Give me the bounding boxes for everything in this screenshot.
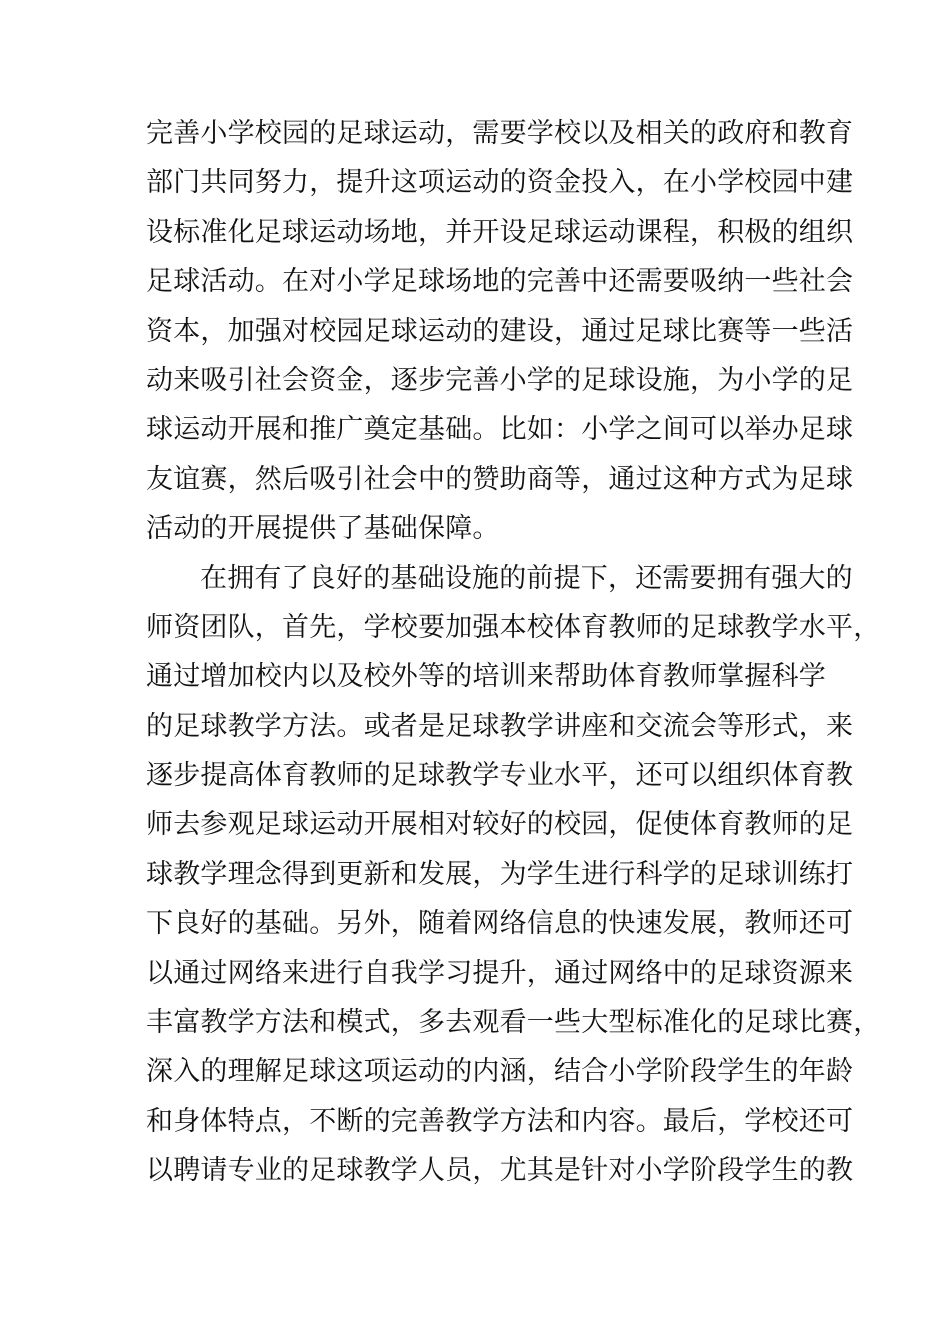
text-line: 逐步提高体育教师的足球教学专业水平，还可以组织体育教 [146,760,854,792]
text-line: 师资团队，首先，学校要加强本校体育教师的足球教学水平， [146,611,881,643]
text-line: 以聘请专业的足球教学人员，尤其是针对小学阶段学生的教 [146,1155,854,1187]
text-line: 设标准化足球运动场地，并开设足球运动课程，积极的组织 [146,216,854,248]
paragraph-start-line: 在拥有了良好的基础设施的前提下，还需要拥有强大的 [200,562,853,594]
text-line: 部门共同努力，提升这项运动的资金投入，在小学校园中建 [146,167,854,199]
text-line: 友谊赛，然后吸引社会中的赞助商等，通过这种方式为足球 [146,463,854,495]
text-line: 和身体特点，不断的完善教学方法和内容。最后，学校还可 [146,1105,854,1137]
text-line: 丰富教学方法和模式，多去观看一些大型标准化的足球比赛， [146,1007,881,1039]
body-text [146,109,881,1196]
text-line: 球运动开展和推广奠定基础。比如：小学之间可以举办足球 [146,414,854,446]
text-line: 的足球教学方法。或者是足球教学讲座和交流会等形式，来 [146,710,854,742]
text-line: 完善小学校园的足球运动，需要学校以及相关的政府和教育 [146,118,854,149]
text-line: 以通过网络来进行自我学习提升，通过网络中的足球资源来 [146,957,854,989]
text-line: 师去参观足球运动开展相对较好的校园，促使体育教师的足 [146,809,854,841]
text-line: 通过增加校内以及校外等的培训来帮助体育教师掌握科学 [146,661,826,693]
text-line: 资本，加强对校园足球运动的建设，通过足球比赛等一些活 [146,315,854,347]
text-line: 球教学理念得到更新和发展，为学生进行科学的足球训练打 [146,858,854,890]
text-line: 动来吸引社会资金，逐步完善小学的足球设施，为小学的足 [146,364,854,396]
text-line: 下良好的基础。另外，随着网络信息的快速发展，教师还可 [146,908,854,940]
text-line: 足球活动。在对小学足球场地的完善中还需要吸纳一些社会 [146,266,854,298]
text-line: 活动的开展提供了基础保障。 [146,513,500,545]
text-line: 深入的理解足球这项运动的内涵，结合小学阶段学生的年龄 [146,1056,854,1088]
